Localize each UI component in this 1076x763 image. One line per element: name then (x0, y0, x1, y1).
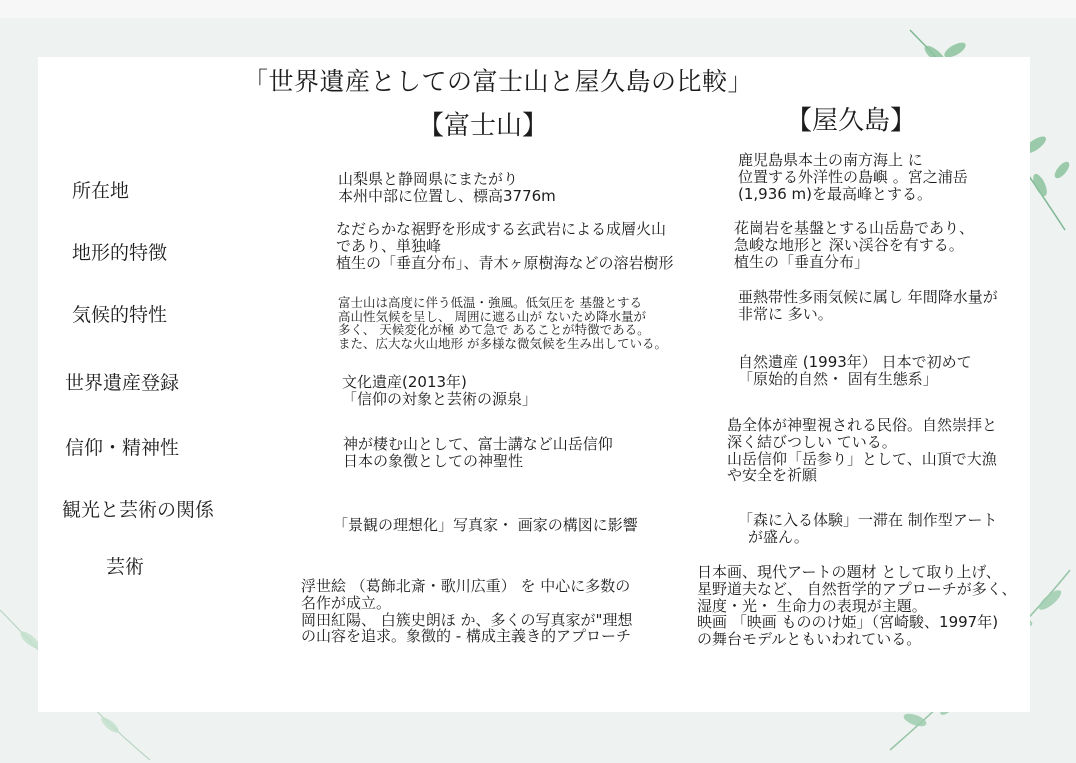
yakushima-topography-text: 花崗岩を基盤とする山岳島であり、 急峻な地形と 深い渓谷を有する。 植生の「垂直分布」 (734, 219, 975, 271)
fuji-climate-text: 富士山は高度に伴う低温・強風。低気圧を 基盤とする 高山性気候を呈し、 周囲に遮る山が ないため降水量が 多く、 天候変化が極 めて急で あることが特徴である。 また、広大な火山地形 が多様な微気候を生み出している。 (338, 295, 667, 351)
fuji-heritage-text: 文化遺産(2013年) 「信仰の対象と芸術の源泉」 (342, 373, 538, 408)
yakushima-faith-text: 島全体が神聖視される民俗。自然崇拝と 深く結びつしい ている。 山岳信仰「岳参り」として、山頂で大漁 や安全を祈願 (727, 416, 998, 485)
yakushima-climate-text: 亜熱帯性多雨気候に属し 年間降水量が 非常に 多い。 (738, 288, 998, 323)
row-label-faith: 信仰・精神性 (65, 437, 180, 459)
yakushima-tourism-text: 「森に入る体験」一滞在 制作型アート が盛ん。 (738, 511, 998, 546)
fuji-header: 【富士山】 (418, 111, 549, 141)
yakushima-art-text: 日本画、現代アートの題材 として取り上げ、 星野道夫など、 自然哲学的アプローチが多く、 湿度・光・ 生命力の表現が主題。 映画 「映画 もののけ姫」（宮崎駿、1997年) の舞台モデルともいわれている。 (697, 563, 1017, 649)
yakushima-location-text: 鹿児島県本土の南方海上 に 位置する外洋性の島嶼 。宮之浦岳 (1,936 m)を最高峰とする。 (738, 151, 968, 203)
row-label-tourism-art: 観光と芸術の関係 (62, 499, 215, 521)
row-label-topography: 地形的特徴 (72, 242, 168, 264)
fuji-topography-text: なだらかな裾野を形成する玄武岩による成層火山 であり、単独峰 植生の「垂直分布」、青木ヶ原樹海などの溶岩樹形 (336, 220, 674, 272)
page-title: 「世界遺産としての富士山と屋久島の比較」 (243, 67, 754, 96)
row-label-location: 所在地 (72, 180, 130, 202)
row-label-climate: 気候的特性 (72, 304, 168, 326)
yakushima-heritage-text: 自然遺産 (1993年） 日本で初めて 「原始的自然・ 固有生態系」 (738, 353, 972, 388)
window-top-bar (0, 0, 1076, 18)
yakushima-header: 【屋久島】 (786, 106, 917, 136)
fuji-faith-text: 神が棲む山として、富士講など山岳信仰 日本の象徴としての神聖性 (343, 435, 613, 470)
row-label-art: 芸術 (106, 556, 145, 578)
fuji-tourism-text: 「景観の理想化」写真家・ 画家の構図に影響 (333, 516, 638, 534)
fuji-location-text: 山梨県と静岡県にまたがり 本州中部に位置し、標高3776m (338, 170, 556, 205)
row-label-world-heritage: 世界遺産登録 (65, 372, 180, 394)
fuji-art-text: 浮世絵 （葛飾北斎・歌川広重） を 中心に多数の 名作が成立。 岡田紅陽、 白簇史朗ほ か、多くの写真家が"理想 の山容を追求。象徴的 - 構成主義き的アプローチ (301, 577, 633, 646)
